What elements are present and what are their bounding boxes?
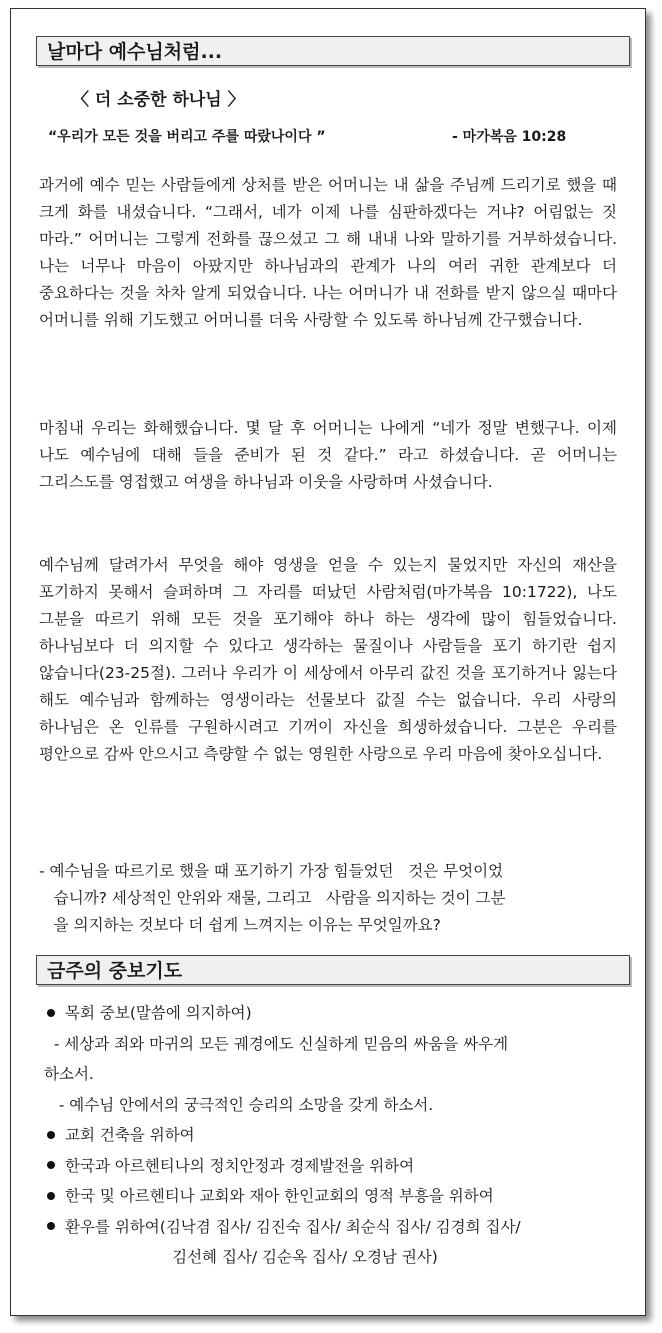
devotional-title: 날마다 예수님처럼... <box>47 41 223 63</box>
prayer-item-text: 한국 및 아르헨티나 교회와 재아 한인교회의 영적 부흥을 위하여 <box>65 1187 494 1205</box>
bullet-icon <box>47 1009 55 1017</box>
prayer-item <box>44 998 622 1029</box>
prayer-item <box>44 1059 622 1090</box>
prayer-item-text: 환우를 위하여(김낙겸 집사/ 김진숙 집사/ 최순식 집사/ 김경희 집사/ <box>65 1217 521 1236</box>
scripture-reference: - 마가복음 10:28 <box>452 129 567 145</box>
prayer-item <box>44 1029 622 1060</box>
bullet-icon <box>47 1161 55 1169</box>
paragraph-1: 과거에 예수 믿는 사람들에게 상처를 받은 어머니는 내 삶을 주님께 드리기로 했을 때 크게 화를 내셨습니다. “그래서, 네가 이제 나를 심판하겠다는 거냐? 어림없는 짓 마라.” 어머니는 그렇게 전화를 끊으셨고 그 해 내내 나와 말하기를 거부하셨습니다. 나는 너무나 마음이 아팠지만 하나님과의 관계가 나의 여러 귀한 관계보다 더 중요하다는 것을 차차 알게 되었습니다. 나는 어머니가 내 전화를 받지 않으실 때마다 어머니를 위해 기도했고 어머니를 더욱 사랑할 수 있도록 하나님께 간구했습니다. <box>39 176 617 329</box>
prayer-item-text: - 예수님 안에서의 궁극적인 승리의 소망을 갖게 하소서. <box>44 1095 434 1114</box>
prayer-item-text: 교회 건축을 위하여 <box>65 1126 195 1144</box>
paragraph-2: 마침내 우리는 화해했습니다. 몇 달 후 어머니는 나에게 “네가 정말 변했구나. 이제 나도 예수님에 대해 들을 준비가 된 것 같다.” 라고 하셨습니다. 곧 어머니는 그리스도를 영접했고 여생을 하나님과 이웃을 사랑하며 사셨습니다. <box>39 419 617 491</box>
prayer-item-text: 한국과 아르헨티나의 정치안정과 경제발전을 위하여 <box>65 1156 415 1175</box>
devotional-subtitle: 〈 더 소중한 하나님 〉 <box>72 90 245 110</box>
reflection-question <box>39 858 623 939</box>
prayer-item <box>44 1212 622 1243</box>
question-line: 을 의지하는 것보다 더 쉽게 느껴지는 이유는 무엇일까요? <box>39 916 441 934</box>
question-line: 습니까? 세상적인 안위와 재물, 그리고 사람을 의지하는 것이 그분 <box>39 889 506 907</box>
prayer-item <box>44 1090 622 1121</box>
bullet-icon <box>47 1192 55 1200</box>
prayer-item <box>44 1181 622 1212</box>
prayer-item <box>44 1120 622 1151</box>
prayer-item-text: - 세상과 죄와 마귀의 모든 궤경에도 신실하게 믿음의 싸움을 싸우게 <box>44 1034 509 1053</box>
prayer-item <box>44 1151 622 1182</box>
prayer-item-text: 하소서. <box>44 1065 94 1083</box>
prayer-item-text: 김선혜 집사/ 김순옥 집사/ 오경남 권사) <box>44 1248 438 1266</box>
prayer-item-text: 목회 중보(말씀에 의지하여) <box>65 1004 252 1022</box>
bullet-icon <box>47 1131 55 1139</box>
prayer-title: 금주의 중보기도 <box>47 960 183 982</box>
prayer-list <box>44 998 622 1273</box>
bullet-icon <box>47 1222 55 1230</box>
question-line: - 예수님을 따르기로 했을 때 포기하기 가장 힘들었던 것은 무엇이었 <box>39 862 504 880</box>
prayer-header <box>36 955 630 985</box>
paragraph-3: 예수님께 달려가서 무엇을 해야 영생을 얻을 수 있는지 물었지만 자신의 재산을 포기하지 못해서 슬퍼하며 그 자리를 떠났던 사람처럼(마가복음 10:1722), 나도 그분을 따르기 위해 모든 것을 포기해야 하나 하는 생각에 많이 힘들었습니다. 하나님보다 더 의지할 수 있다고 생각하는 물질이나 사람들을 포기 하기란 쉽지 않습니다(23-25절). 그러나 우리가 이 세상에서 아무리 값진 것을 포기하거나 잃는다 해도 예수님과 함께하는 영생이라는 선물보다 값질 수는 없습니다. 우리 사랑의 하나님은 온 인류를 구원하시려고 기꺼이 자신을 희생하셨습니다. 그분은 우리를 평안으로 감싸 안으시고 측량할 수 없는 영원한 사랑으로 우리 마음에 찾아오십니다. <box>39 556 617 763</box>
scripture-quote: “우리가 모든 것을 버리고 주를 따랐나이다 ” <box>48 129 326 145</box>
devotional-header <box>36 36 630 66</box>
prayer-item <box>44 1242 622 1273</box>
